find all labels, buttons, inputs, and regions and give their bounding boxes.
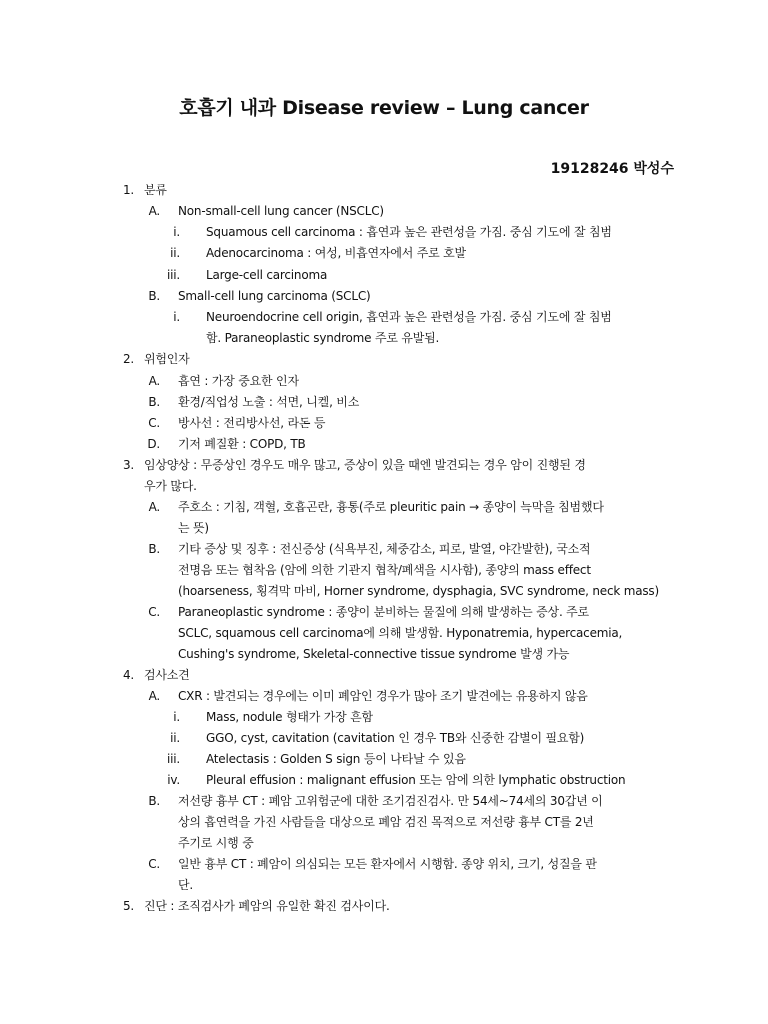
- list-text: 기저 폐질환 : COPD, TB: [178, 437, 306, 451]
- list-text: Mass, nodule 형태가 가장 흔함: [206, 710, 373, 724]
- list-text: 주기로 시행 중: [178, 836, 254, 850]
- list-text: (hoarseness, 횡격막 마비, Horner syndrome, dysphagia, SVC syndrome, neck mass): [178, 584, 659, 598]
- list-marker: C.: [148, 416, 160, 430]
- list-marker: B.: [148, 395, 160, 409]
- list-marker: iii.: [166, 268, 180, 282]
- list-text: 환경/직업성 노출 : 석면, 니켈, 비소: [178, 395, 360, 409]
- list-marker: 3.: [122, 458, 134, 472]
- list-text: Small-cell lung carcinoma (SCLC): [178, 289, 371, 303]
- list-marker: i.: [173, 310, 180, 324]
- list-marker: A.: [148, 689, 160, 703]
- list-text: 기타 증상 및 징후 : 전신증상 (식욕부진, 체중감소, 피로, 발열, 야간발한), 국소적: [178, 542, 591, 556]
- list-text: 진단 : 조직검사가 폐암의 유일한 확진 검사이다.: [144, 899, 390, 913]
- list-text: 저선량 흉부 CT : 폐암 고위험군에 대한 조기검진검사. 만 54세~74세의 30갑년 이: [178, 794, 603, 808]
- list-marker: iv.: [167, 773, 180, 787]
- list-text: 일반 흉부 CT : 폐암이 의심되는 모든 환자에서 시행함. 종양 위치, 크기, 성질을 판: [178, 857, 597, 871]
- list-marker: 2.: [122, 352, 134, 366]
- list-marker: ii.: [170, 246, 180, 260]
- list-text: CXR : 발견되는 경우에는 이미 폐암인 경우가 많아 조기 발견에는 유용하지 않음: [178, 689, 588, 703]
- list-text: 전명음 또는 협착음 (암에 의한 기관지 협착/폐색을 시사함), 종양의 mass effect: [178, 563, 591, 577]
- list-marker: A.: [148, 500, 160, 514]
- list-text: Squamous cell carcinoma : 흡연과 높은 관련성을 가짐. 중심 기도에 잘 침범: [206, 225, 612, 239]
- list-text: 함. Paraneoplastic syndrome 주로 유발됨.: [206, 331, 440, 345]
- list-text: GGO, cyst, cavitation (cavitation 인 경우 TB와 신중한 감별이 필요함): [206, 731, 585, 745]
- list-marker: A.: [148, 374, 160, 388]
- list-text: 검사소견: [144, 668, 190, 682]
- list-marker: 5.: [122, 899, 134, 913]
- author-line: 19128246 박성수: [550, 161, 674, 177]
- list-text: Cushing's syndrome, Skeletal-connective tissue syndrome 발생 가능: [178, 647, 570, 661]
- list-marker: i.: [173, 710, 180, 724]
- list-text: Paraneoplastic syndrome : 종양이 분비하는 물질에 의해 발생하는 증상. 주로: [178, 605, 589, 619]
- list-marker: i.: [173, 225, 180, 239]
- list-text: 흡연 : 가장 중요한 인자: [178, 374, 299, 388]
- list-text: 상의 흡연력을 가진 사람들을 대상으로 폐암 검진 목적으로 저선량 흉부 CT를 2년: [178, 815, 594, 829]
- list-text: Non-small-cell lung cancer (NSCLC): [178, 204, 384, 218]
- list-text: 주호소 : 기침, 객혈, 호흡곤란, 흉통(주로 pleuritic pain → 종양이 늑막을 침범했다: [178, 500, 604, 514]
- list-text: Neuroendocrine cell origin, 흡연과 높은 관련성을 가짐. 중심 기도에 잘 침범: [206, 310, 612, 324]
- list-text: 우가 많다.: [144, 479, 197, 493]
- list-marker: B.: [148, 542, 160, 556]
- list-text: 임상양상 : 무증상인 경우도 매우 많고, 증상이 있을 때엔 발견되는 경우 암이 진행된 경: [144, 458, 586, 472]
- list-marker: D.: [147, 437, 160, 451]
- list-marker: B.: [148, 289, 160, 303]
- list-marker: C.: [148, 857, 160, 871]
- list-text: SCLC, squamous cell carcinoma에 의해 발생함. Hyponatremia, hypercacemia,: [178, 626, 623, 640]
- list-text: Pleural effusion : malignant effusion 또는 암에 의한 lymphatic obstruction: [206, 773, 626, 787]
- list-marker: 4.: [122, 668, 134, 682]
- list-marker: A.: [148, 204, 160, 218]
- list-text: 단.: [178, 878, 194, 892]
- list-marker: B.: [148, 794, 160, 808]
- list-marker: 1.: [122, 183, 134, 197]
- list-text: 분류: [144, 183, 167, 197]
- list-text: 는 뜻): [178, 521, 209, 535]
- list-text: 위험인자: [144, 352, 190, 366]
- list-text: Adenocarcinoma : 여성, 비흡연자에서 주로 호발: [206, 246, 466, 260]
- list-text: 방사선 : 전리방사선, 라돈 등: [178, 416, 326, 430]
- list-text: Large-cell carcinoma: [206, 268, 328, 282]
- list-text: Atelectasis : Golden S sign 등이 나타날 수 있음: [206, 752, 466, 766]
- list-marker: ii.: [170, 731, 180, 745]
- document-title: 호흡기 내과 Disease review – Lung cancer: [179, 97, 589, 119]
- list-marker: C.: [148, 605, 160, 619]
- list-marker: iii.: [166, 752, 180, 766]
